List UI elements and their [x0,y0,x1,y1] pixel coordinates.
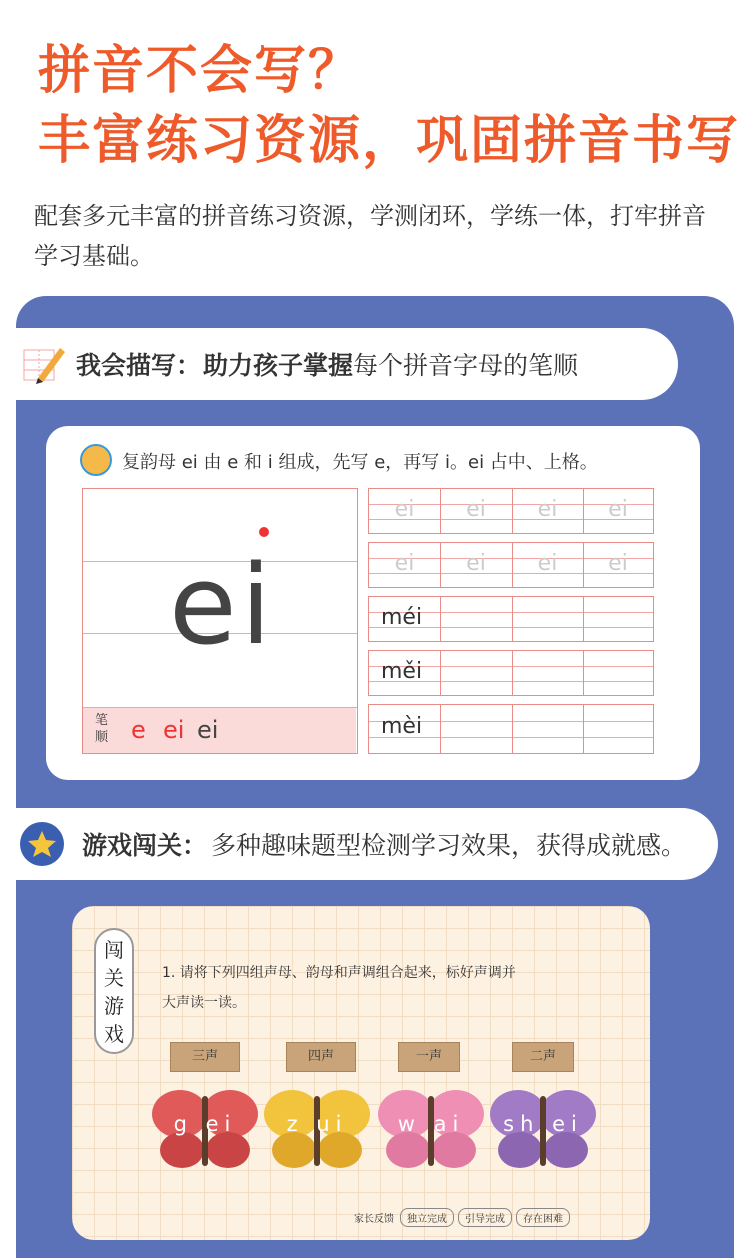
section-banner-game [16,808,718,880]
tone-word: měi [381,659,423,684]
tone-label: 四声 [286,1042,356,1072]
question-line-2: 大声读一读。 [162,995,246,1011]
tone-row-3 [368,704,654,754]
section-title: 游戏闯关： [82,831,208,860]
tone-label: 二声 [512,1042,574,1072]
intro-paragraph: 配套多元丰富的拼音练习资源，学测闭环，学练一体，打牢拼音学习基础。 [34,202,706,270]
tone-row-1 [368,596,654,642]
tone-row-2 [368,650,654,696]
butterfly-right: ai [433,1112,465,1136]
section-title: 我会描写： [76,351,202,380]
butterfly-card[interactable] [150,1084,260,1174]
tone-word: méi [381,605,423,630]
butterfly-left: z [286,1112,304,1136]
hint-text: 复韵母 ei 由 e 和 i 组成，先写 e，再写 i。ei 占中、上格。 [122,452,598,473]
stroke-step-1: e [131,716,146,744]
trace-cell: ei [537,551,558,576]
feedback-label: 家长反馈 [354,1214,394,1225]
headline-line-2: 丰富练习资源，巩固拼音书写 [38,111,741,171]
butterfly-card[interactable] [488,1084,598,1174]
tone-label: 一声 [398,1042,460,1072]
badge-char: 闯 [104,938,124,962]
tone-label: 三声 [170,1042,240,1072]
trace-cell: ei [466,497,486,522]
trace-cell: ei [466,551,486,576]
stroke-step-3: ei [197,716,219,744]
feedback-option[interactable]: 独立完成 [400,1208,454,1227]
section-subtitle: 多种趣味题型检测学习效果，获得成就感。 [211,831,687,860]
badge-char: 游 [104,994,124,1018]
feedback-row [354,1208,570,1227]
tone-word: mèi [381,714,423,739]
stroke-label-1: 笔 [95,713,109,728]
trace-row-2 [368,542,654,588]
mascot-avatar [80,444,112,476]
game-badge [94,928,134,1054]
writing-practice-card [46,426,700,780]
butterfly-right: ei [552,1112,583,1136]
feedback-option[interactable]: 引导完成 [458,1208,512,1227]
trace-row-1 [368,488,654,534]
badge-char: 关 [104,966,124,990]
trace-cell: ei [394,497,415,522]
stroke-start-dot [259,527,269,537]
stroke-step-2: ei [163,716,185,744]
section-banner-writing [16,328,678,400]
section-subtitle-bold: 助力孩子掌握 [203,351,354,380]
trace-cell: ei [537,497,558,522]
butterfly-left: g [173,1112,193,1136]
butterfly-left: sh [503,1112,540,1136]
butterfly-left: w [397,1112,421,1136]
stroke-order-row [83,708,356,753]
trace-cell: ei [608,497,628,522]
butterfly-right: ui [316,1112,348,1136]
large-writing-grid [82,488,358,754]
trace-cell: ei [394,551,415,576]
pencil-icon [22,342,66,386]
butterfly-right: ei [205,1112,237,1136]
star-icon [20,822,64,866]
badge-char: 戏 [104,1022,124,1046]
butterfly-card[interactable] [262,1084,372,1174]
butterfly-card[interactable] [376,1084,486,1174]
feedback-option[interactable]: 存在困难 [516,1208,570,1227]
big-letters: ei [169,541,276,669]
game-card [72,906,650,1240]
question-line-1: 1. 请将下列四组声母、韵母和声调组合起来，标好声调并 [162,965,516,981]
section-subtitle: 每个拼音字母的笔顺 [353,351,579,380]
stroke-label-2: 顺 [95,730,109,745]
headline-line-1: 拼音不会写？ [38,41,363,101]
trace-cell: ei [608,551,628,576]
